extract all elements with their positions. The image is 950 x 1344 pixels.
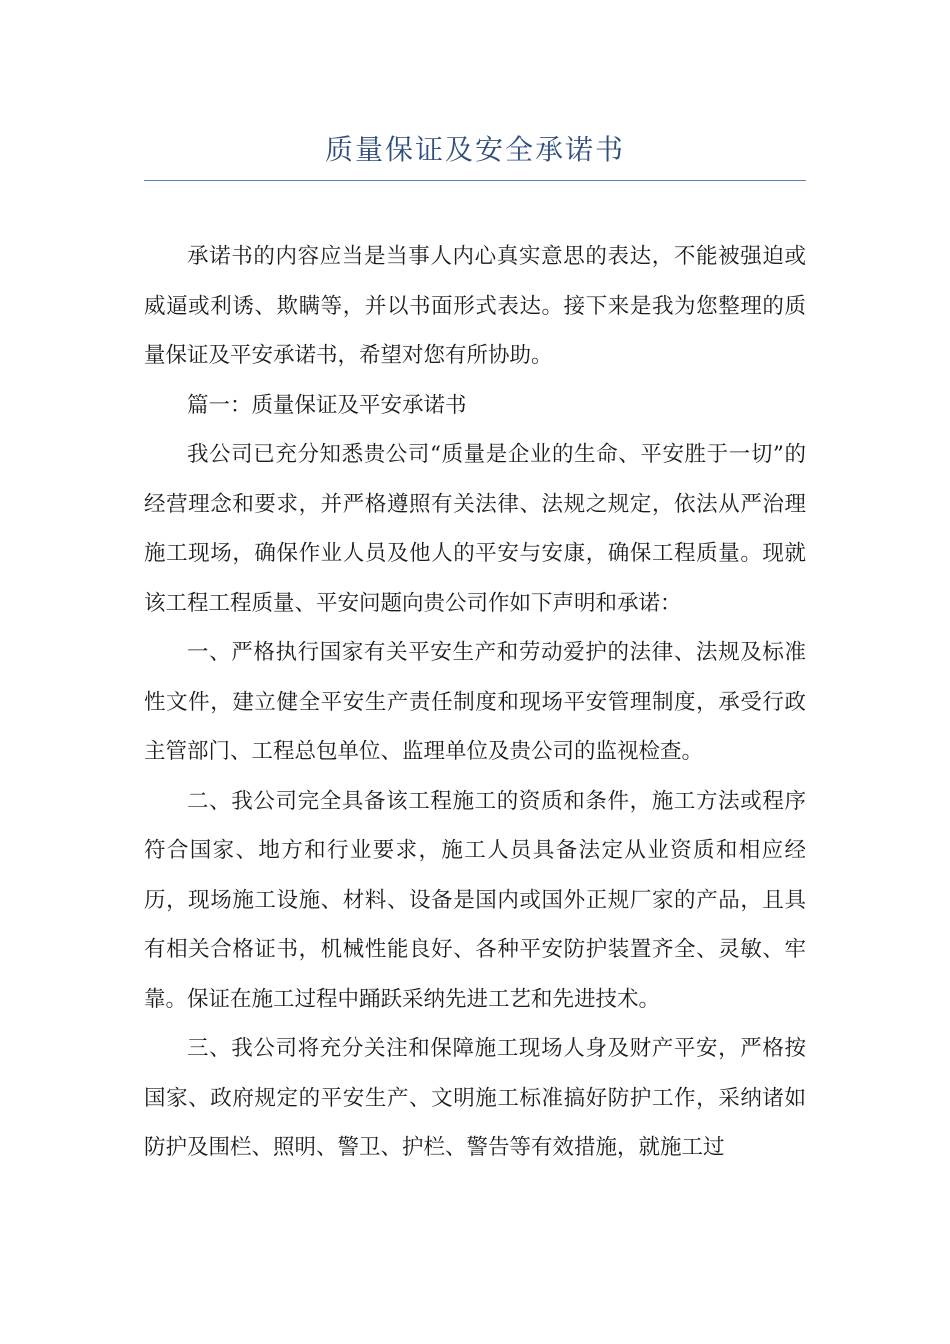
title-underline <box>144 180 806 181</box>
paragraph-clause-2: 二、我公司完全具备该工程施工的资质和条件，施工方法或程序符合国家、地方和行业要求，施工人员具备法定从业资质和相应经历，现场施工设施、材料、设备是国内或国外正规厂家的产品，且具有相关合格证书，机械性能良好、各种平安防护装置齐全、灵敏、牢靠。保证在施工过程中踊跃采纳先进工艺和先进技术。 <box>144 788 806 1012</box>
paragraph-clause-3: 三、我公司将充分关注和保障施工现场人身及财产平安，严格按国家、政府规定的平安生产、文明施工标准搞好防护工作，采纳诸如防护及围栏、照明、警卫、护栏、警告等有效措施，就施工过 <box>144 1036 806 1160</box>
document-body <box>144 232 806 1173</box>
paragraph-intro: 承诺书的内容应当是当事人内心真实意思的表达，不能被强迫或威逼或利诱、欺瞒等，并以书面形式表达。接下来是我为您整理的质量保证及平安承诺书，希望对您有所协助。 <box>144 244 806 368</box>
title-block <box>144 128 806 172</box>
document-title: 质量保证及安全承诺书 <box>324 133 625 166</box>
paragraph-section-heading: 篇一：质量保证及平安承诺书 <box>187 392 467 418</box>
paragraph-clause-1: 一、严格执行国家有关平安生产和劳动爱护的法律、法规及标准性文件，建立健全平安生产责任制度和现场平安管理制度，承受行政主管部门、工程总包单位、监理单位及贵公司的监视检查。 <box>144 640 806 764</box>
paragraph-statement: 我公司已充分知悉贵公司“质量是企业的生命、平安胜于一切”的经营理念和要求，并严格遵照有关法律、法规之规定，依法从严治理施工现场，确保作业人员及他人的平安与安康，确保工程质量。现就该工程工程质量、平安问题向贵公司作如下声明和承诺： <box>144 442 806 616</box>
